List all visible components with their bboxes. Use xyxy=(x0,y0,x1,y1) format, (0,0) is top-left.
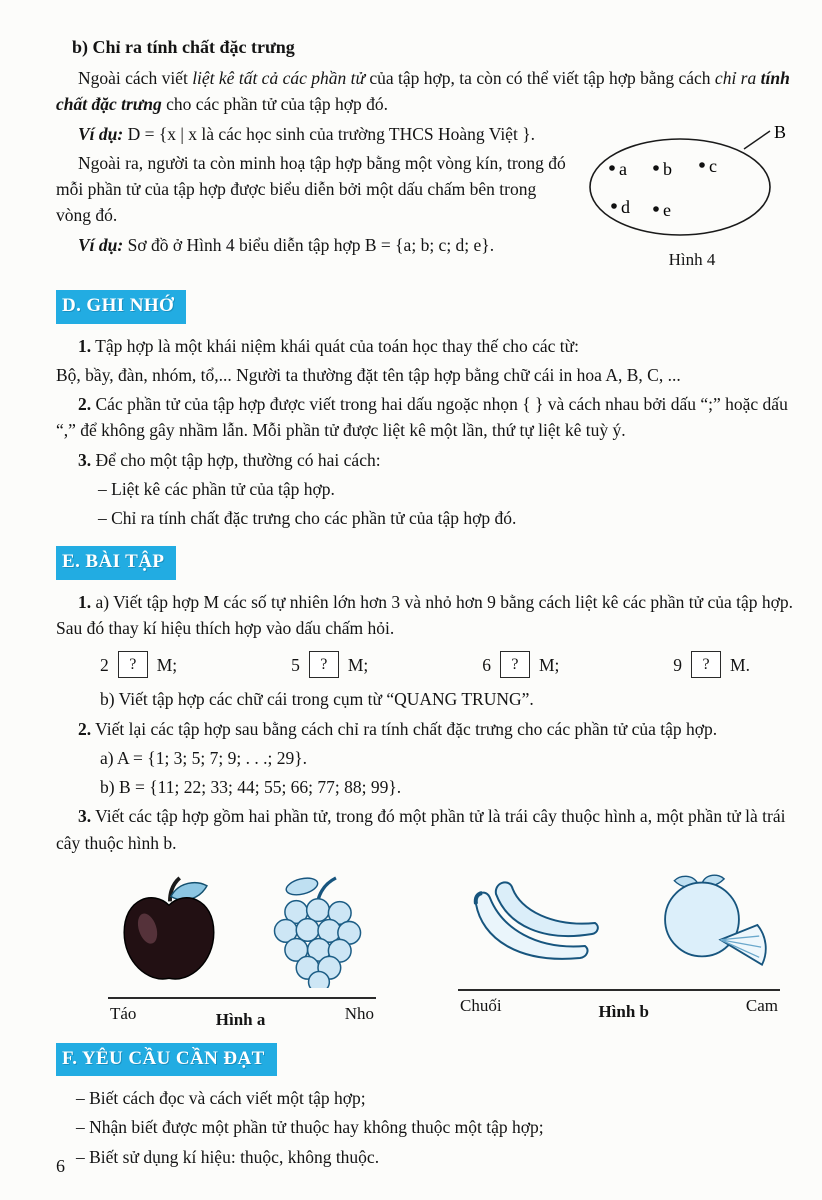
fruit-label-apple: Táo xyxy=(110,1004,137,1023)
section-f-heading: F. YÊU CẦU CẦN ĐẠT xyxy=(56,1043,277,1077)
element-label: c xyxy=(709,155,717,176)
blank-suffix: M. xyxy=(730,654,750,675)
text-run: a) Viết tập hợp M các số tự nhiên lớn hơn 3 và nhỏ hơn 9 bằng cách liệt kê các phần tử của tập hợp. Sau đó thay kí hiệu thích hợp vào dấu chấm hỏi. xyxy=(56,591,794,638)
fruit-label-banana: Chuối xyxy=(460,996,502,1015)
exercise-number: 2. xyxy=(78,718,92,739)
note-point-3 xyxy=(56,447,798,473)
blank-suffix: M; xyxy=(347,654,369,675)
blank-suffix: M; xyxy=(538,654,560,675)
grapes-icon xyxy=(266,870,370,995)
apple-icon xyxy=(114,876,222,995)
text-run-italic: liệt kê tất cả các phần tử xyxy=(192,68,366,88)
element-label: a xyxy=(619,158,627,179)
figure-a-labels xyxy=(108,999,376,1027)
text-run-bold-italic: tính chất đặc trưng xyxy=(56,68,790,115)
figure-b-fruits xyxy=(458,870,780,991)
blank-group xyxy=(482,651,559,678)
answer-box: ? xyxy=(691,651,721,678)
note-point-3-dash-2: – Chỉ ra tính chất đặc trưng cho các phần tử của tập hợp đó. xyxy=(98,508,517,528)
exercise-2 xyxy=(56,716,798,742)
figure-a-group xyxy=(108,870,376,1027)
text-run: Tập hợp là một khái niệm khái quát của toán học thay thế cho các từ: xyxy=(91,335,579,356)
fruit-figures xyxy=(108,870,780,1027)
section-d-heading: D. GHI NHỚ xyxy=(56,290,186,324)
page-number: 6 xyxy=(56,1156,65,1176)
blank-value: 6 xyxy=(482,654,491,675)
exercise-3 xyxy=(56,803,798,856)
note-point-1 xyxy=(56,333,798,359)
point-number: 2. xyxy=(78,394,92,414)
point-number: 3. xyxy=(78,449,92,470)
set-name-label: B xyxy=(774,122,787,142)
paragraph-intro xyxy=(56,65,798,118)
exercise-number: 1. xyxy=(78,591,92,612)
text-run: cho các phần tử của tập hợp đó. xyxy=(161,94,389,115)
section-b-heading: b) Chỉ ra tính chất đặc trưng xyxy=(72,37,295,57)
figure-b-labels xyxy=(458,991,780,1019)
exercise-number: 3. xyxy=(78,806,92,827)
paragraph-venn-explanation: Ngoài ra, người ta còn minh hoạ tập hợp bằng một vòng kín, trong đó mỗi phần tử của tập hợp được biểu diễn bởi một dấu chấm bên trong vòng đó. xyxy=(56,152,566,226)
point-number: 1. xyxy=(78,335,92,356)
note-point-1-cont: Bộ, bầy, đàn, nhóm, tổ,... Người ta thường đặt tên tập hợp bằng chữ cái in hoa A, B, C, ... xyxy=(56,364,681,385)
example-label: Ví dụ: xyxy=(78,234,124,255)
text-run-italic: chỉ ra xyxy=(714,68,761,88)
blank-group xyxy=(100,651,177,678)
blank-value: 5 xyxy=(291,654,300,675)
exercise-2b: b) B = {11; 22; 33; 44; 55; 66; 77; 88; 99}. xyxy=(100,777,402,797)
fruit-label-orange: Cam xyxy=(745,996,778,1015)
answer-box: ? xyxy=(118,651,148,678)
element-label: e xyxy=(663,199,671,220)
blank-value: 2 xyxy=(100,654,109,675)
banana-icon xyxy=(464,880,610,987)
text-run: Viết các tập hợp gồm hai phần tử, trong đó một phần tử là trái cây thuộc hình a, một phần tử là trái cây thuộc hình b. xyxy=(56,806,786,853)
requirement-item: – Nhận biết được một phần tử thuộc hay không thuộc một tập hợp; xyxy=(76,1117,544,1138)
requirement-item: – Biết sử dụng kí hiệu: thuộc, không thuộc. xyxy=(76,1146,380,1167)
text-run: Để cho một tập hợp, thường có hai cách: xyxy=(91,449,381,470)
answer-box: ? xyxy=(500,651,530,678)
exercise-1b: b) Viết tập hợp các chữ cái trong cụm từ “QUANG TRUNG”. xyxy=(100,689,534,710)
blank-suffix: M; xyxy=(156,654,178,675)
blank-group xyxy=(673,651,750,678)
answer-blanks-row xyxy=(100,651,750,678)
set-diagram-figure xyxy=(586,123,798,273)
blank-value: 9 xyxy=(673,654,683,675)
figure-4-caption: Hình 4 xyxy=(668,249,716,269)
requirement-item: – Biết cách đọc và cách viết một tập hợp; xyxy=(76,1088,366,1108)
element-label: d xyxy=(621,196,630,217)
text-run: Sơ đồ ở Hình 4 biểu diễn tập hợp B = {a; b; c; d; e}. xyxy=(123,234,495,255)
note-point-2 xyxy=(56,391,798,444)
text-run: Ngoài cách viết xyxy=(78,68,193,88)
answer-box: ? xyxy=(309,651,339,678)
figure-b-group xyxy=(458,870,780,1027)
figure-a-fruits xyxy=(108,870,376,999)
text-run: Viết lại các tập hợp sau bằng cách chỉ ra tính chất đặc trưng cho các phần tử của tập hợp. xyxy=(91,718,718,739)
figure-b-label: Hình b xyxy=(598,1002,649,1021)
venn-diagram-icon xyxy=(586,123,798,245)
orange-icon xyxy=(654,870,774,987)
text-run: D = {x | x là các học sinh của trường THCS Hoàng Việt }. xyxy=(123,123,535,144)
note-point-3-dash-1: – Liệt kê các phần tử của tập hợp. xyxy=(98,478,335,499)
figure-a-label: Hình a xyxy=(215,1010,266,1029)
text-run: của tập hợp, ta còn có thể viết tập hợp bằng cách xyxy=(365,68,715,88)
example-label: Ví dụ: xyxy=(78,123,124,144)
exercise-2a: a) A = {1; 3; 5; 7; 9; . . .; 29}. xyxy=(100,747,308,768)
exercise-1 xyxy=(56,589,798,642)
text-run: Các phần tử của tập hợp được viết trong hai dấu ngoặc nhọn { } và cách nhau bởi dấu “;” hoặc dấu “,” để không gây nhầm lẫn. Mỗi phần tử được liệt kê một lần, thứ tự liệt kê tuỳ ý. xyxy=(56,394,788,441)
element-label: b xyxy=(663,158,672,179)
section-e-heading: E. BÀI TẬP xyxy=(56,546,176,580)
blank-group xyxy=(291,651,368,678)
fruit-label-grapes: Nho xyxy=(344,1004,374,1023)
